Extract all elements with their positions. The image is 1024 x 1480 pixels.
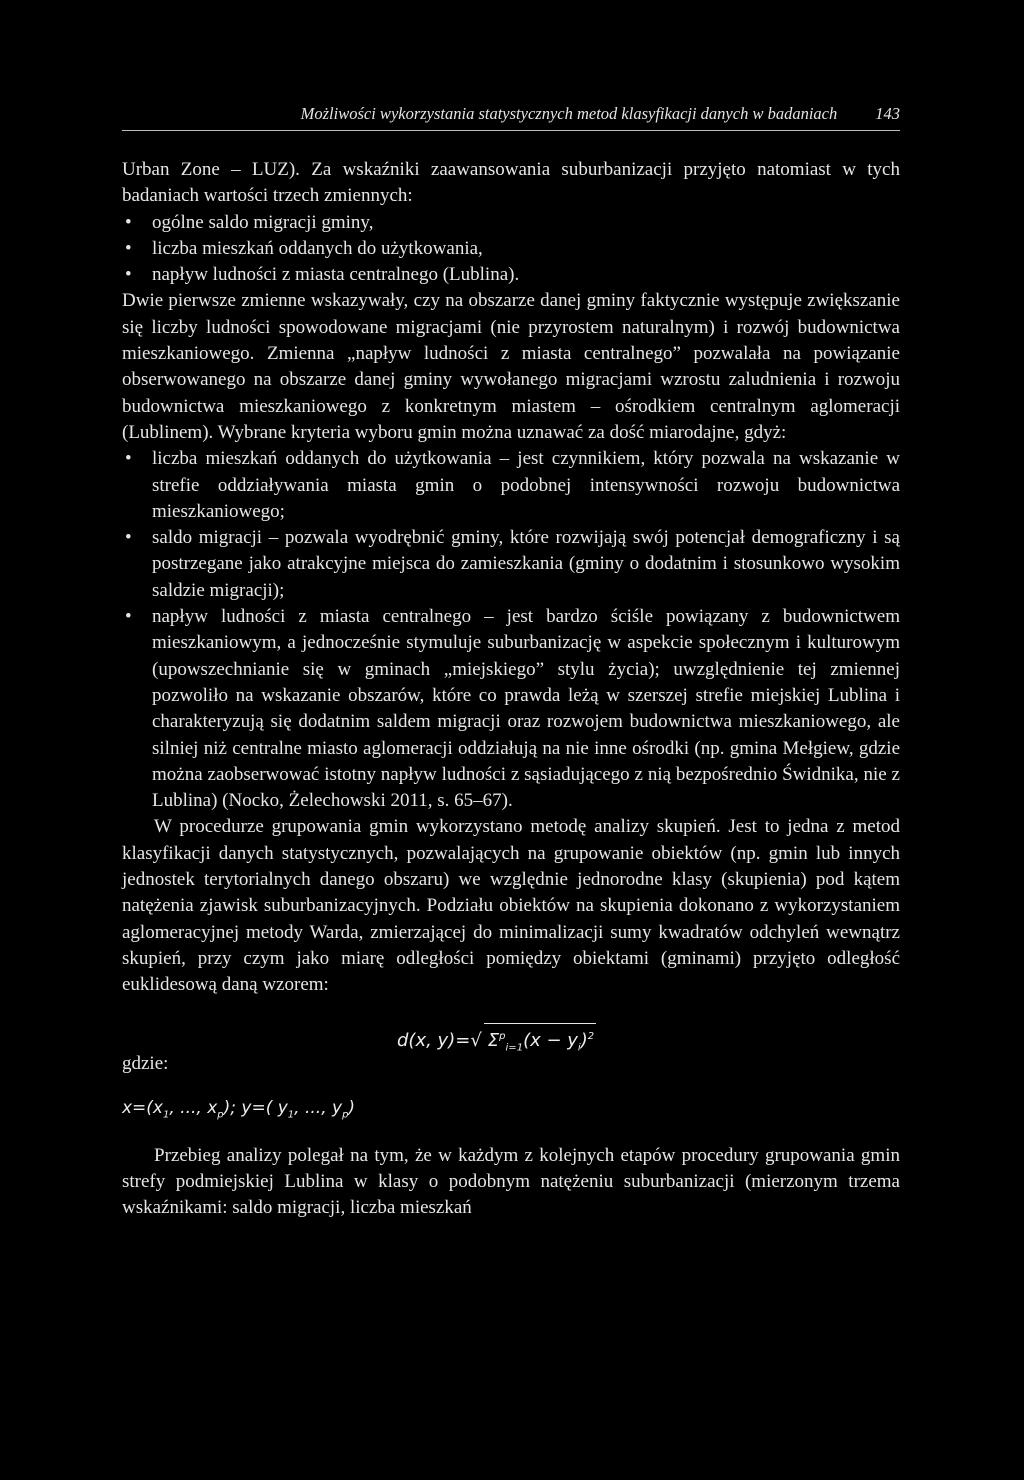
paragraph-analysis-procedure: Przebieg analizy polegał na tym, że w każdym z kolejnych etapów procedury grupowania gmin strefy podmiejskiej Lublina w klasy o podobnym natężeniu suburbanizacji (mierzonym trzema wskaźnikami: saldo migracji, liczba mieszkań <box>122 1144 900 1219</box>
formula-lhs: d(x, y)= <box>397 1029 471 1051</box>
paragraph-cluster-analysis: W procedurze grupowania gmin wykorzystano metodę analizy skupień. Jest to jedna z metod klasyfikacji danych statystycznych, pozwalających na grupowanie obiektów (np. gmin lub innych jednostek terytorialnych danego obszaru) we względnie jednorodne klasy (skupienia) pod kątem natężenia zjawisk suburbanizacyjnych. Podziału obiektów na skupienia dokonano z wykorzystaniem aglomeracyjnej metody Warda, zmierzającej do minimalizacji sumy kwadratów odchyleń wewnątrz skupień, przy czym jako miarę odległości pomiędzy obiektami (gminami) przyjęto odległość euklidesową daną wzorem: <box>122 816 900 996</box>
paragraph-variables-explanation: Dwie pierwsze zmienne wskazywały, czy na obszarze danej gminy faktycznie występuje zwiększanie się liczby ludności spowodowane migracjami (nie przyrostem naturalnym) i rozwój budownictwa mieszkaniowego. Zmienna „napływ ludności z miasta centralnego” pozwalała na powiązanie obserwowanego na obszarze danej gminy wywołanego migracjami wzrostu zaludnienia i rozwoju budownictwa mieszkaniowego z konkretnym miastem – ośrodkiem centralnym aglomeracji (Lublinem). Wybrane kryteria wyboru gmin można uznawać za dość miarodajne, gdyż: <box>122 290 900 443</box>
formula-block <box>122 1013 900 1143</box>
variable-item: • liczba mieszkań oddanych do użytkowania, <box>122 236 900 262</box>
criterion-item: • saldo migracji – pozwala wyodrębnić gminy, które rozwijają swój potencjał demograficzny i są postrzegane jako atrakcyjne miejsca do zamieszkania (gminy o dodatnim i stosunkowo wysokim saldzie migracji); <box>122 525 900 604</box>
page-number: 143 <box>875 104 900 123</box>
running-title: Możliwości wykorzystania statystycznych metod klasyfikacji danych w badaniach <box>300 104 838 123</box>
euclidean-distance-formula <box>397 1023 596 1062</box>
page-body <box>122 157 900 1221</box>
term-subscript: i <box>577 1042 581 1054</box>
sum-upper-limit: p <box>499 1030 506 1042</box>
criteria-list <box>122 446 900 814</box>
x-vector-open: x=(x <box>122 1097 163 1118</box>
gdzie-label: gdzie: <box>122 1052 169 1074</box>
term-close: ) <box>580 1029 588 1051</box>
x-vector-close: ); <box>223 1097 242 1118</box>
y-sub-1: 1 <box>287 1108 295 1120</box>
y-vector-close: ) <box>348 1097 356 1118</box>
formula-exponent: 2 <box>587 1030 595 1042</box>
y-sub-p: p <box>342 1108 349 1120</box>
sum-lower-limit: i=1 <box>505 1042 524 1054</box>
radical-sign: √ <box>470 1029 482 1051</box>
x-vector-mid: , ..., x <box>169 1097 218 1118</box>
vector-definition <box>122 1095 355 1129</box>
running-header <box>122 104 900 131</box>
intro-paragraph: Urban Zone – LUZ). Za wskaźniki zaawansowania suburbanizacji przyjęto natomiast w tych badaniach wartości trzech zmiennych: <box>122 159 900 207</box>
variable-item: • ogólne saldo migracji gminy, <box>122 210 900 236</box>
x-sub-1: 1 <box>163 1108 170 1120</box>
x-sub-p: p <box>217 1108 224 1120</box>
criterion-item: • napływ ludności z miasta centralnego – jest bardzo ściśle powiązany z budownictwem mieszkaniowym, a jednocześnie stymuluje suburbanizację w aspekcie społecznym i kulturowym (upowszechnianie się w gminach „miejskiego” stylu życia); uwzględnienie tej zmiennej pozwoliło na wskazanie obszarów, które co prawda leżą w szerszej strefie miejskiej Lublina i charakteryzują się dodatnim saldem migracji oraz rozwojem budownictwa mieszkaniowego, ale silniej niż centralne miasto aglomeracji oddziałują na nie inne ośrodki (np. gmina Mełgiew, gdzie można zaobserwować istotny napływ ludności z sąsiadującego z nią bezpośrednio Świdnika, nie z Lublina) (Nocko, Żelechowski 2011, s. 65–67). <box>122 604 900 814</box>
variables-list <box>122 210 900 289</box>
formula-term: (x − y <box>523 1029 578 1051</box>
y-vector-mid: , ..., y <box>294 1097 343 1118</box>
criterion-item: • liczba mieszkań oddanych do użytkowania – jest czynnikiem, który pozwala na wskazanie w strefie oddziaływania miasta gmin o podobnej intensywności rozwoju budownictwa mieszkaniowego; <box>122 446 900 525</box>
sum-symbol: Σ <box>487 1029 500 1051</box>
radicand <box>484 1023 596 1062</box>
variable-item: • napływ ludności z miasta centralnego (Lublina). <box>122 262 900 288</box>
y-vector-open: y=( y <box>241 1097 288 1118</box>
